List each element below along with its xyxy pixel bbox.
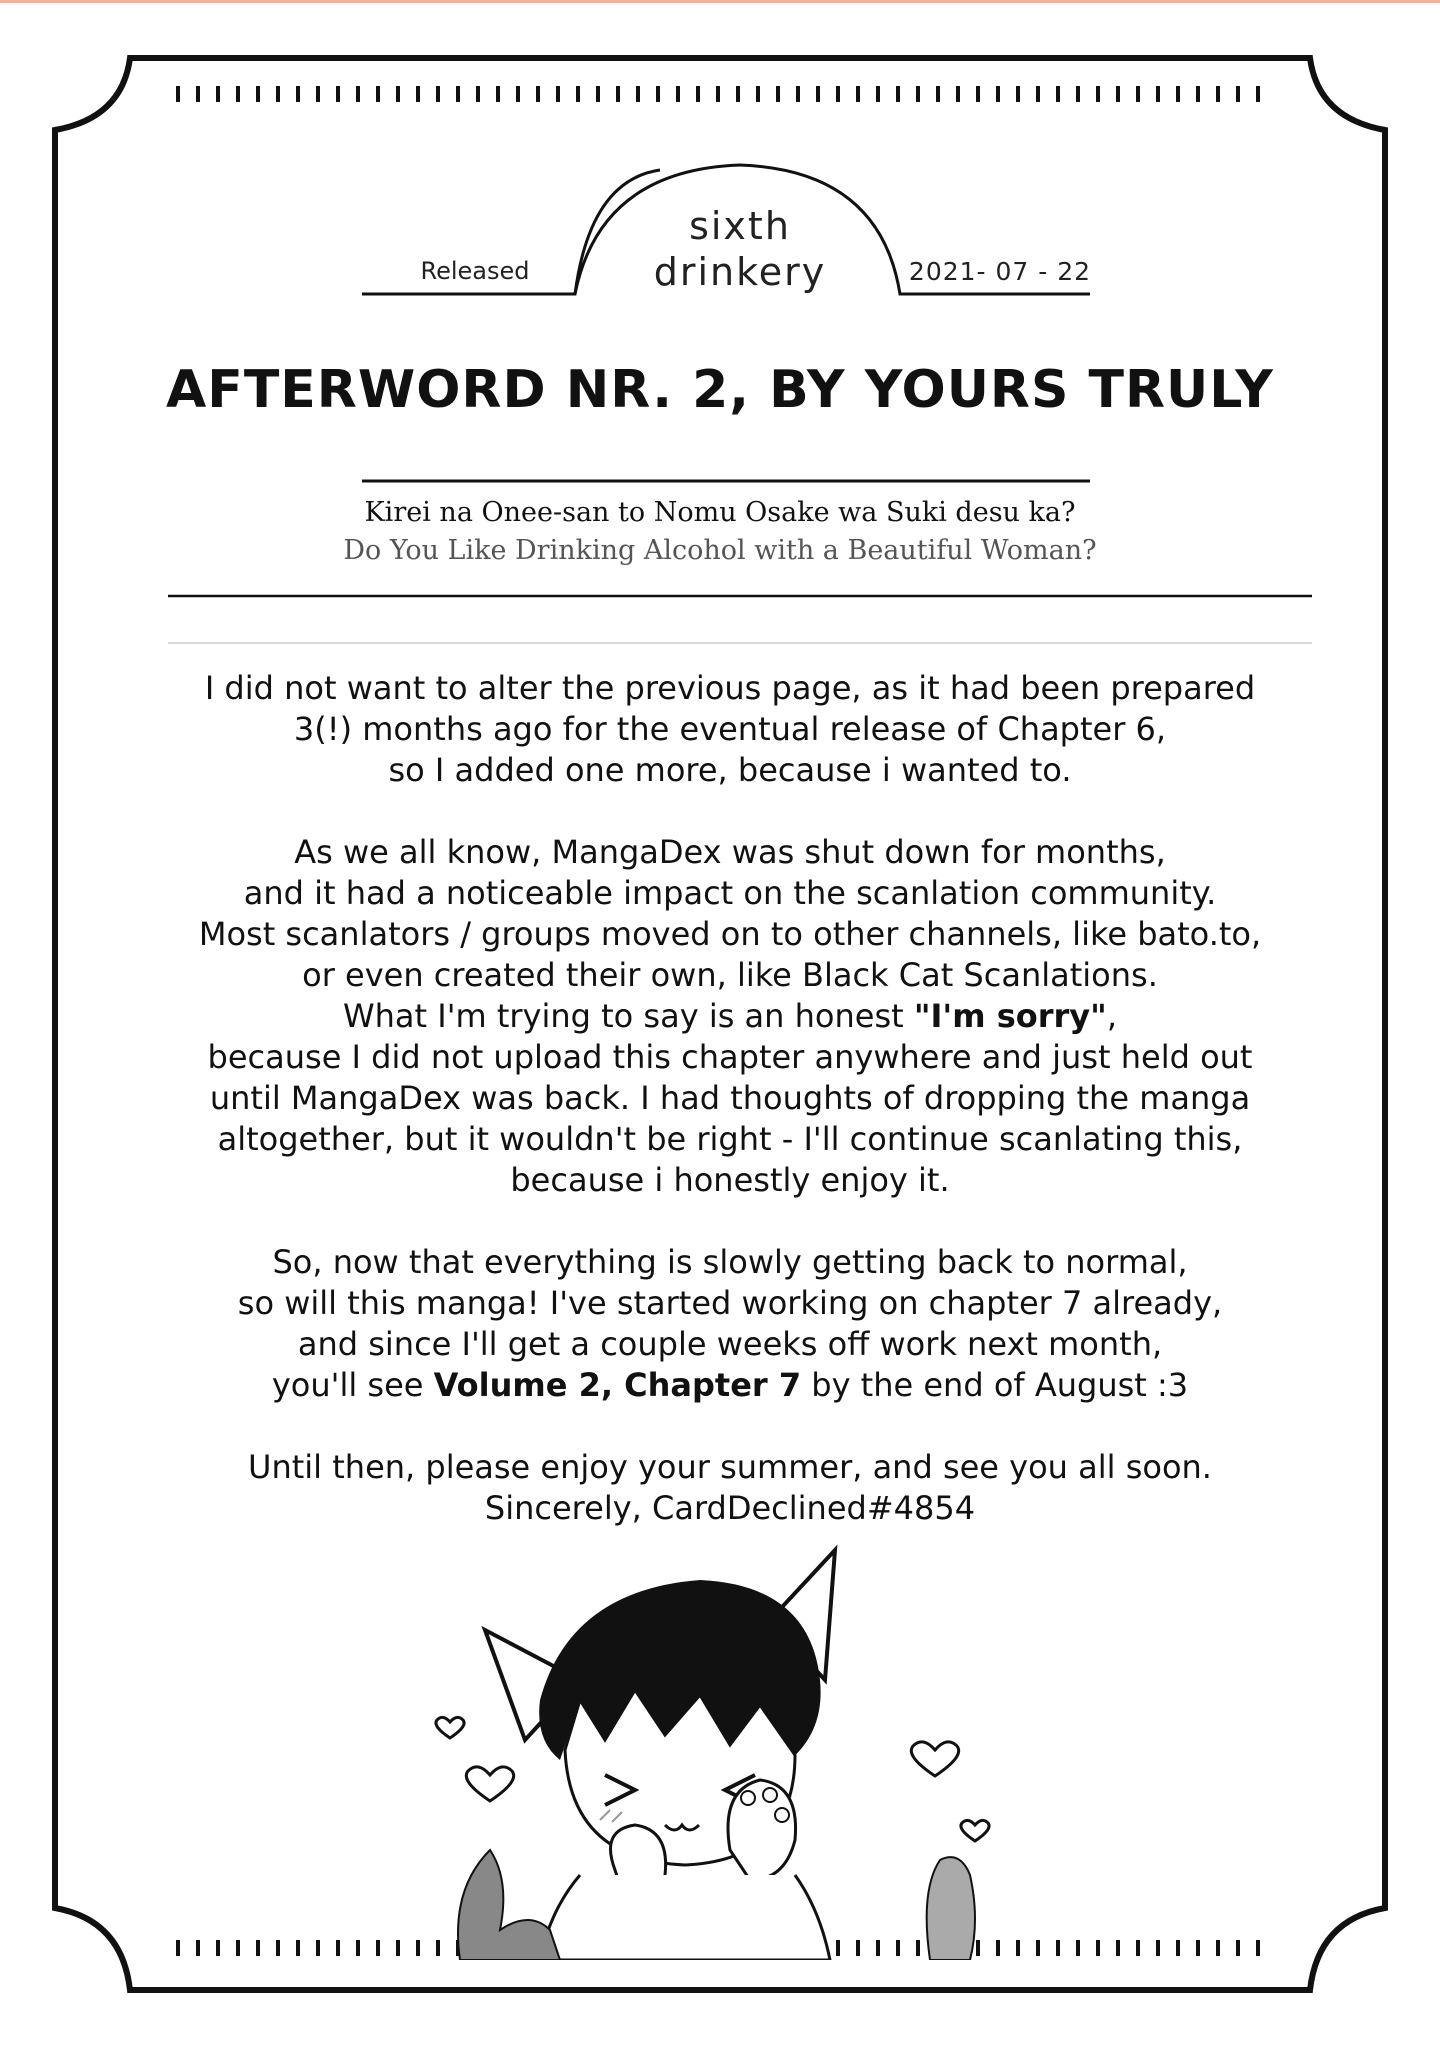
- chapter-word-bottom: drinkery: [653, 250, 827, 294]
- signature-line: Sincerely, CardDeclined#4854: [484, 1489, 976, 1527]
- sorry-bold: "I'm sorry": [913, 997, 1107, 1035]
- chapter-word-top: sixth: [689, 204, 791, 248]
- series-title-english: Do You Like Drinking Alcohol with a Beautiful Woman?: [343, 535, 1097, 566]
- body-line: so I added one more, because i wanted to.: [388, 751, 1072, 789]
- body-line: or even created their own, like Black Cat Scanlations.: [302, 956, 1158, 994]
- volume-bold: Volume 2, Chapter 7: [433, 1366, 802, 1404]
- body-line: so will this manga! I've started working on chapter 7 already,: [237, 1284, 1223, 1322]
- release-date: 2021- 07 - 22: [908, 257, 1092, 286]
- body-line: because i honestly enjoy it.: [510, 1161, 950, 1199]
- tick-row-top: [176, 86, 1260, 102]
- paragraph-4: [160, 1447, 1300, 1529]
- body-line: because I did not upload this chapter anywhere and just held out: [207, 1038, 1253, 1076]
- body-line: Until then, please enjoy your summer, and see you all soon.: [248, 1448, 1212, 1486]
- body-line-sorry: [160, 996, 1300, 1037]
- paragraph-2: [160, 832, 1300, 1201]
- body-line: I did not want to alter the previous page, as it had been prepared: [204, 669, 1256, 707]
- page-title: AFTERWORD NR. 2, BY YOURS TRULY: [166, 360, 1274, 420]
- body-line: altogether, but it wouldn't be right - I'll continue scanlating this,: [217, 1120, 1243, 1158]
- series-title-romaji: Kirei na Onee-san to Nomu Osake wa Suki desu ka?: [364, 497, 1076, 528]
- body-line: and it had a noticeable impact on the scanlation community.: [243, 874, 1217, 912]
- body-line: As we all know, MangaDex was shut down for months,: [294, 833, 1166, 871]
- volume-post: by the end of August :3: [801, 1366, 1189, 1404]
- paragraph-1: [160, 668, 1300, 791]
- volume-pre: you'll see: [271, 1366, 434, 1404]
- body-line-volume: [160, 1365, 1300, 1406]
- sorry-pre: What I'm trying to say is an honest: [343, 997, 914, 1035]
- body-line: and since I'll get a couple weeks off work next month,: [297, 1325, 1163, 1363]
- sorry-post: ,: [1106, 997, 1117, 1035]
- body-line: until MangaDex was back. I had thoughts of dropping the manga: [209, 1079, 1251, 1117]
- afterword-body: [160, 668, 1300, 1529]
- released-label: Released: [420, 257, 530, 285]
- body-line: So, now that everything is slowly getting back to normal,: [272, 1243, 1188, 1281]
- body-line: Most scanlators / groups moved on to other channels, like bato.to,: [198, 915, 1262, 953]
- body-line: 3(!) months ago for the eventual release of Chapter 6,: [293, 710, 1167, 748]
- chibi-cat-mascot-illustration: [430, 1530, 1030, 1960]
- paragraph-3: [160, 1242, 1300, 1406]
